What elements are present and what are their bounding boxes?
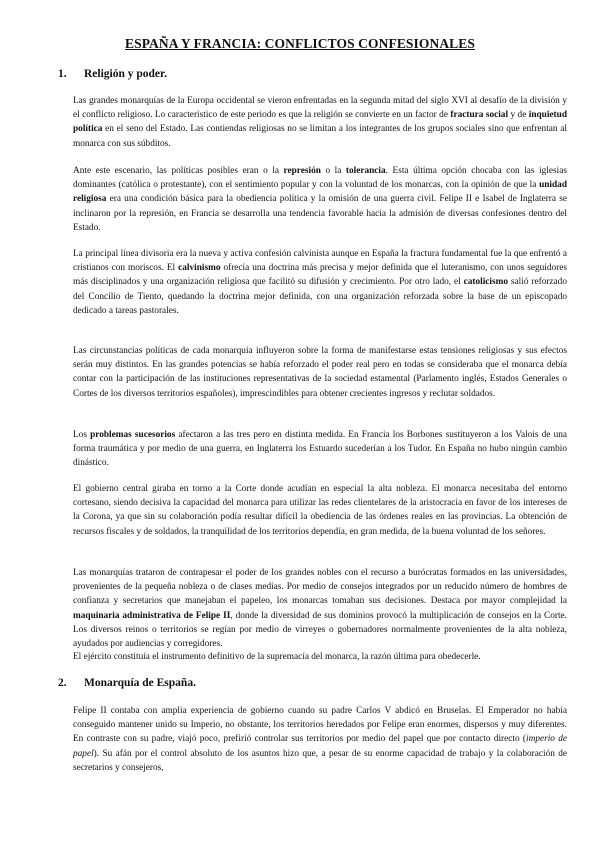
paragraph-7: Las monarquías trataron de contrapesar el poder de los grandes nobles con el recurso a burócratas formados en las universidades, provenientes de la pequeña nobleza o de clases medias. Por medio de consejos integrados por un reducido número de hombres de confianza y secretarios que manejaban el papeleo, los monarcas tomaban sus decisiones. Destaca por mayor complejidad la maquinaria administrativa de Felipe II, donde la diversidad de sus dominios provocó la multiplicación de consejos en la Corte. Los diversos reinos o territorios se regían por medio de virreyes o gobernadores normalmente provenientes de la alta nobleza, ayudados por audiencias y corregidores. (73, 568, 567, 650)
section-title: Monarquía de España. (84, 677, 196, 689)
paragraph-6: El gobierno central giraba en torno a la Corte donde acudían en especial la alta nobleza. El monarca necesitaba del entorno cortesano, siendo decisiva la capacidad del monarca para utilizar las redes clientelares de la aristocracia en favor de los intereses de la Corona, ya que sin su colaboración podía resultar difícil la obediencia de las órdenes reales en las provincias. La obtención de recursos fiscales y de soldados, la tranquilidad de los territorios dependía, en gran medida, de la buena voluntad de los señores. (73, 484, 567, 537)
paragraph-4: Las circunstancias políticas de cada monarquía influyeron sobre la forma de manifestarse estas tensiones religiosas y sus efectos serán muy distintos. En las grandes potencias se había reforzado el poder real pero en todas se consideraba que el monarca debía contar con la participación de las instituciones representativas de la sociedad estamental (Parlamento inglés, Estados Generales o Cortes de los diversos territorios españoles), imprescindibles para obtener crecientes ingresos y reclutar soldados. (73, 346, 567, 399)
bold-term: problemas sucesorios (90, 430, 176, 440)
paragraph-3: La principal línea divisoria era la nueva y activa confesión calvinista aunque en España la fractura fundamental fue la que enfrentó a cristianos con moriscos. El calvinismo ofrecía una doctrina más precisa y mejor definida que el luteranismo, con unos seguidores más disciplinados y una organización religiosa que facilitó su difusión y crecimiento. Por otro lado, el catolicismo salió reforzado del Concilio de Tiento, quedando la doctrina mejor definida, con una organización reforzada sobre la base de un episcopado dedicado a tareas pastorales. (73, 249, 567, 316)
section-heading-2 (58, 677, 196, 689)
paragraph-1: Las grandes monarquías de la Europa occidental se vieron enfrentadas en la segunda mitad del siglo XVI al desafío de la división y el conflicto religioso. Lo característico de este periodo es que la religión se convierte en un factor de fractura social y de inquietud política en el seno del Estado. Las contiendas religiosas no se limitan a los integrantes de los grupos sociales sino que enfrentan al monarca con sus súbditos. (73, 96, 567, 149)
paragraph-9: Felipe II contaba con amplia experiencia de gobierno cuando su padre Carlos V abdicó en Bruselas. El Emperador no había conseguido mantener unido su Imperio, no obstante, los territorios heredados por Felipe eran enormes, dispersos y muy diferentes. En contraste con su padre, viajó poco, prefirió controlar sus territorios por medio del papel que por contacto directo (imperio de papel). Su afán por el control absoluto de los asuntos hizo que, a pesar de su enorme capacidad de trabajo y la colaboración de secretarios y consejeros, (73, 706, 567, 773)
bold-term: catolicismo (463, 277, 509, 288)
section-heading-1 (58, 68, 167, 80)
paragraph-8: El ejército constituía el instrumento definitivo de la supremacía del monarca, la razón última para obedecerle. (73, 652, 481, 662)
bold-term: represión (283, 166, 321, 176)
bold-term: tolerancia (345, 166, 386, 176)
bold-term: calvinismo (178, 263, 221, 274)
bold-term: fractura social (450, 110, 509, 121)
bold-term: maquinaria administrativa de Felipe II (73, 610, 231, 621)
section-number: 2. (58, 677, 67, 689)
bold-term: unidad religiosa (73, 180, 567, 205)
paragraph-5: Los problemas sucesorios afectaron a las tres pero en distinta medida. En Francia los Borbones sustituyeron a los Valois de una forma traumática y por medio de una guerra, en Inglaterra los Estuardo sucederían a los Tudor. En España no hubo ningún cambio dinástico. (73, 430, 567, 469)
bold-term: inquietud política (73, 110, 567, 135)
page-title: ESPAÑA Y FRANCIA: CONFLICTOS CONFESIONALES (125, 36, 475, 51)
section-number: 1. (58, 68, 67, 80)
section-title: Religión y poder. (84, 68, 167, 80)
italic-term: imperio de papel (73, 734, 567, 759)
paragraph-2: Ante este escenario, las políticas posibles eran o la represión o la tolerancia. Esta última opción chocaba con las iglesias dominantes (católica o protestante), con el sentimiento popular y con la voluntad de los monarcas, con la opinión de que la unidad religiosa era una condición básica para la obediencia política y la omisión de una guerra civil. Felipe II e Isabel de Inglaterra se inclinaron por la represión, en Francia se desarrolla una tendencia favorable hacia la admisión de diversas confesiones dentro del Estado. (73, 166, 567, 233)
